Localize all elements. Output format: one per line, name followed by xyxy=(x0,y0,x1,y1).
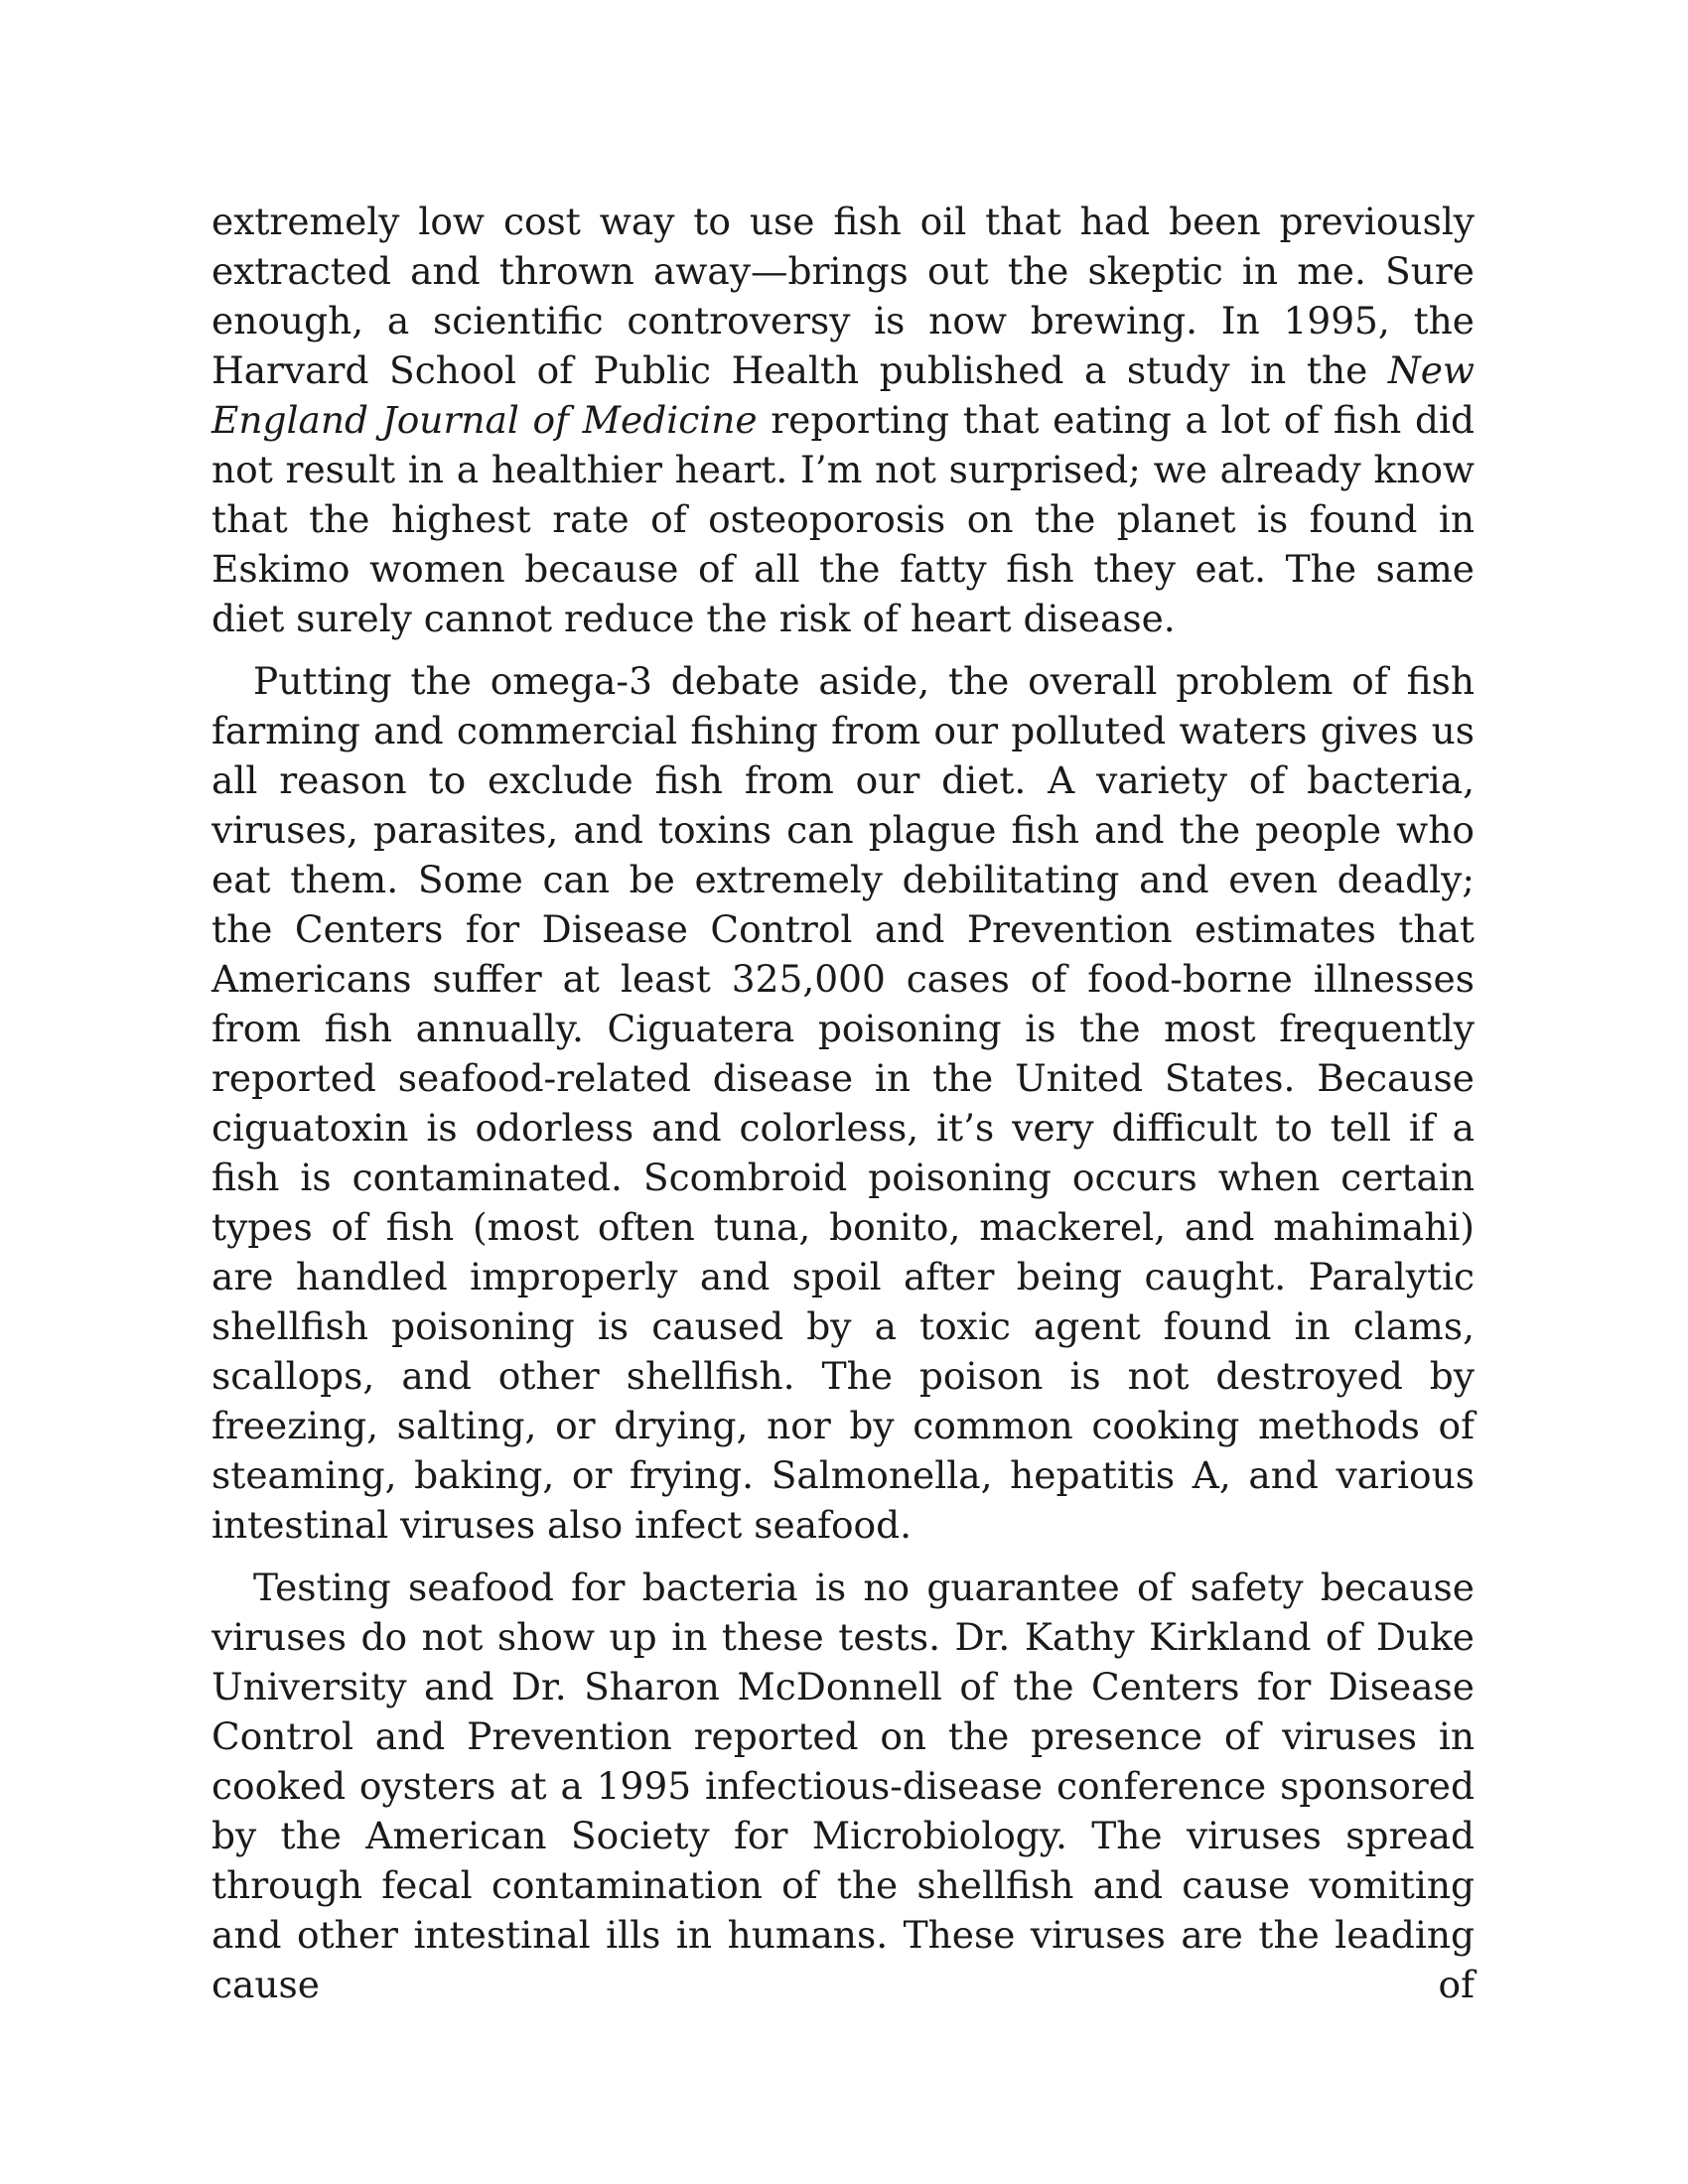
paragraph-2: Putting the omega-3 debate aside, the overall problem of fish farming and commercial fishing from our polluted waters gives us all reason to exclude fish from our diet. A variety of bacteria, viruses, parasites, and toxins can plague fish and the people who eat them. Some can be extremely debilitating and even deadly; the Centers for Disease Control and Prevention estimates that Americans suffer at least 325,000 cases of food-borne illnesses from fish annually. Ciguatera poisoning is the most frequently reported seafood-related disease in the United States. Because ciguatoxin is odorless and colorless, it’s very difficult to tell if a fish is contaminated. Scombroid poisoning occurs when certain types of fish (most often tuna, bonito, mackerel, and mahimahi) are handled improperly and spoil after being caught. Paralytic shellfish poisoning is caused by a toxic agent found in clams, scallops, and other shellfish. The poison is not destroyed by freezing, salting, or drying, nor by common cooking methods of steaming, baking, or frying. Salmonella, hepatitis A, and various intestinal viruses also infect seafood. xyxy=(211,659,1475,1547)
page-body xyxy=(211,197,1475,2022)
paragraph-1-text-a: extremely low cost way to use fish oil that had been previously extracted and thrown away—brings out the skeptic in me. Sure enough, a scientific controversy is now brewing. In 1995, the Harvard School of Public Health published a study in the xyxy=(211,200,1475,392)
paragraph-3: Testing seafood for bacteria is no guarantee of safety because viruses do not show up in these tests. Dr. Kathy Kirkland of Duke University and Dr. Sharon McDonnell of the Centers for Disease Control and Prevention reported on the presence of viruses in cooked oysters at a 1995 infectious-disease conference sponsored by the American Society for Microbiology. The viruses spread through fecal contamination of the shellfish and cause vomiting and other intestinal ills in humans. These viruses are the leading cause of xyxy=(211,1566,1475,2006)
paragraph-1 xyxy=(211,197,1475,643)
journal-title: New England Journal of Medicine xyxy=(211,348,1475,442)
paragraph-1-text-b: reporting that eating a lot of fish did not result in a healthier heart. I’m not surprised; we already know that the highest rate of osteoporosis on the planet is found in Eskimo women because of all the fatty fish they eat. The same diet surely cannot reduce the risk of heart disease. xyxy=(211,398,1475,640)
